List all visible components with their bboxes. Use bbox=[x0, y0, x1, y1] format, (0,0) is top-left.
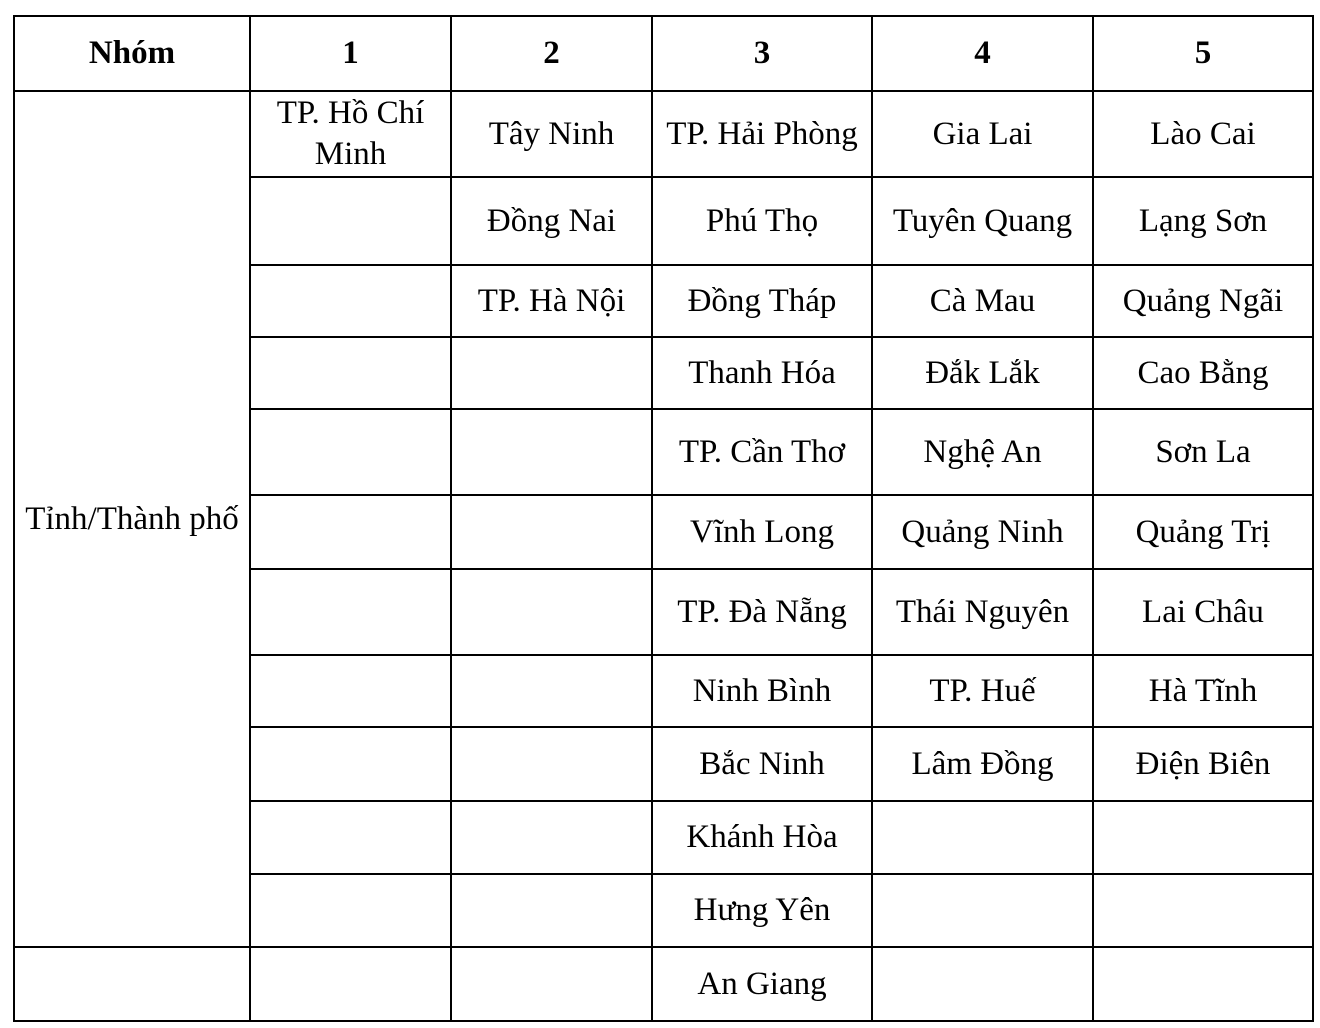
table-cell: An Giang bbox=[652, 947, 872, 1021]
table-cell bbox=[250, 495, 451, 569]
table-cell bbox=[872, 801, 1093, 874]
table-cell bbox=[451, 409, 652, 495]
table-cell: Lai Châu bbox=[1093, 569, 1313, 655]
table-cell bbox=[14, 947, 250, 1021]
table-cell bbox=[250, 569, 451, 655]
header-group-2: 2 bbox=[451, 16, 652, 91]
province-group-table bbox=[13, 15, 1314, 1022]
table-row bbox=[14, 91, 1313, 177]
table-cell bbox=[1093, 947, 1313, 1021]
table-cell bbox=[250, 874, 451, 947]
table-cell: Ninh Bình bbox=[652, 655, 872, 727]
table-cell: Lào Cai bbox=[1093, 91, 1313, 177]
table-cell: Đắk Lắk bbox=[872, 337, 1093, 409]
table-cell bbox=[250, 337, 451, 409]
table-cell: TP. Hà Nội bbox=[451, 265, 652, 337]
table-cell: Sơn La bbox=[1093, 409, 1313, 495]
table-cell bbox=[250, 409, 451, 495]
table-cell bbox=[451, 874, 652, 947]
table-cell: Hưng Yên bbox=[652, 874, 872, 947]
table-cell bbox=[1093, 874, 1313, 947]
table-cell: Tuyên Quang bbox=[872, 177, 1093, 265]
table-cell: Cà Mau bbox=[872, 265, 1093, 337]
table-cell: TP. Cần Thơ bbox=[652, 409, 872, 495]
table-cell bbox=[451, 801, 652, 874]
table-cell bbox=[872, 874, 1093, 947]
table-cell: Gia Lai bbox=[872, 91, 1093, 177]
table-cell: Điện Biên bbox=[1093, 727, 1313, 801]
table-cell: Phú Thọ bbox=[652, 177, 872, 265]
table-cell: TP. Hải Phòng bbox=[652, 91, 872, 177]
table-cell: TP. Đà Nẵng bbox=[652, 569, 872, 655]
table-cell: Quảng Trị bbox=[1093, 495, 1313, 569]
header-row bbox=[14, 16, 1313, 91]
table-cell bbox=[451, 655, 652, 727]
header-group-5: 5 bbox=[1093, 16, 1313, 91]
table-cell bbox=[1093, 801, 1313, 874]
table-cell: Lạng Sơn bbox=[1093, 177, 1313, 265]
table-cell: Vĩnh Long bbox=[652, 495, 872, 569]
table-cell bbox=[451, 727, 652, 801]
header-group-4: 4 bbox=[872, 16, 1093, 91]
table-cell: Thanh Hóa bbox=[652, 337, 872, 409]
table-cell bbox=[250, 177, 451, 265]
row-label-province: Tỉnh/Thành phố bbox=[14, 91, 250, 947]
table-cell: Quảng Ngãi bbox=[1093, 265, 1313, 337]
table-cell: Khánh Hòa bbox=[652, 801, 872, 874]
table-cell bbox=[250, 655, 451, 727]
table-cell: Đồng Nai bbox=[451, 177, 652, 265]
table-cell bbox=[250, 801, 451, 874]
table-cell bbox=[451, 495, 652, 569]
table-cell bbox=[451, 569, 652, 655]
table-cell bbox=[250, 265, 451, 337]
header-group-1: 1 bbox=[250, 16, 451, 91]
table-cell: Tây Ninh bbox=[451, 91, 652, 177]
header-group: Nhóm bbox=[14, 16, 250, 91]
table-cell: Hà Tĩnh bbox=[1093, 655, 1313, 727]
table-cell: Quảng Ninh bbox=[872, 495, 1093, 569]
table-cell bbox=[250, 947, 451, 1021]
table-cell: Đồng Tháp bbox=[652, 265, 872, 337]
table-cell: Lâm Đồng bbox=[872, 727, 1093, 801]
table-cell bbox=[250, 727, 451, 801]
table-cell: Bắc Ninh bbox=[652, 727, 872, 801]
table-row bbox=[14, 947, 1313, 1021]
table-cell bbox=[451, 337, 652, 409]
table-cell: TP. Huế bbox=[872, 655, 1093, 727]
header-group-3: 3 bbox=[652, 16, 872, 91]
table-cell: Nghệ An bbox=[872, 409, 1093, 495]
table-cell: Thái Nguyên bbox=[872, 569, 1093, 655]
table-cell bbox=[451, 947, 652, 1021]
table-cell bbox=[872, 947, 1093, 1021]
table-cell: Cao Bằng bbox=[1093, 337, 1313, 409]
table-cell: TP. Hồ Chí Minh bbox=[250, 91, 451, 177]
